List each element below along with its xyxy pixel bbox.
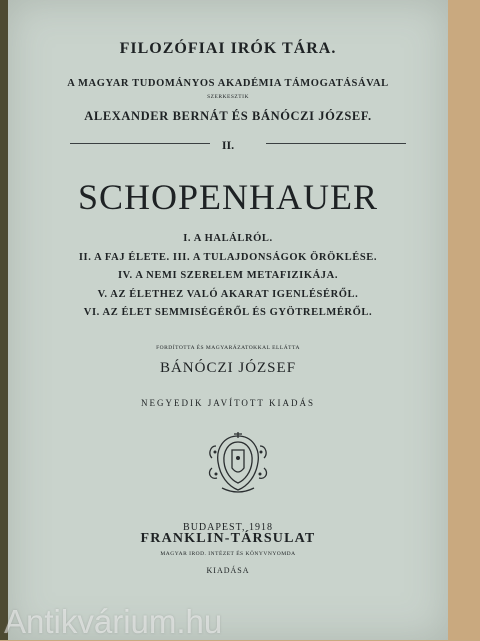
volume-number: II.: [221, 138, 235, 152]
book-cover: [8, 0, 448, 640]
contents-item-1: I. A HALÁLRÓL.: [183, 233, 273, 244]
contents-item-5: VI. AZ ÉLET SEMMISÉGÉRŐL ÉS GYÖTRELMÉRŐL.: [83, 307, 373, 318]
academy-support-line: A MAGYAR TUDOMÁNYOS AKADÉMIA TÁMOGATÁSÁVAL: [67, 78, 389, 89]
publication-label: KIADÁSA: [206, 566, 250, 575]
contents-item-4: V. AZ ÉLETHEZ VALÓ AKARAT IGENLÉSÉRŐL.: [97, 289, 359, 300]
printer-line: MAGYAR IROD. INTÉZET ÉS KÖNYVNYOMDA: [160, 551, 296, 557]
contents-item-3: IV. A NEMI SZERELEM METAFIZIKÁJA.: [117, 270, 339, 281]
series-title: FILOZÓFIAI IRÓK TÁRA.: [119, 40, 337, 57]
edition-line: NEGYEDIK JAVÍTOTT KIADÁS: [141, 398, 315, 408]
spine-strip: [0, 0, 8, 640]
contents-item-2: II. A FAJ ÉLETE. III. A TULAJDONSÁGOK ÖRÖKLÉSE.: [78, 252, 378, 263]
publisher-emblem-icon: [206, 428, 270, 498]
place-and-year: BUDAPEST, 1918: [183, 522, 273, 533]
translated-by-label: FORDÍTOTTA ÉS MAGYARÁZATOKKAL ELLÁTTA: [156, 345, 300, 351]
translator-name: BÁNÓCZI JÓZSEF: [159, 360, 297, 376]
publisher-name: FRANKLIN-TÁRSULAT: [140, 531, 316, 546]
watermark-text: Antikvárium.hu: [4, 603, 223, 640]
editors-line: ALEXANDER BERNÁT ÉS BÁNÓCZI JÓZSEF.: [84, 109, 372, 123]
edited-by-label: SZERKESZTIK: [207, 94, 249, 100]
book-title: SCHOPENHAUER: [77, 177, 379, 217]
